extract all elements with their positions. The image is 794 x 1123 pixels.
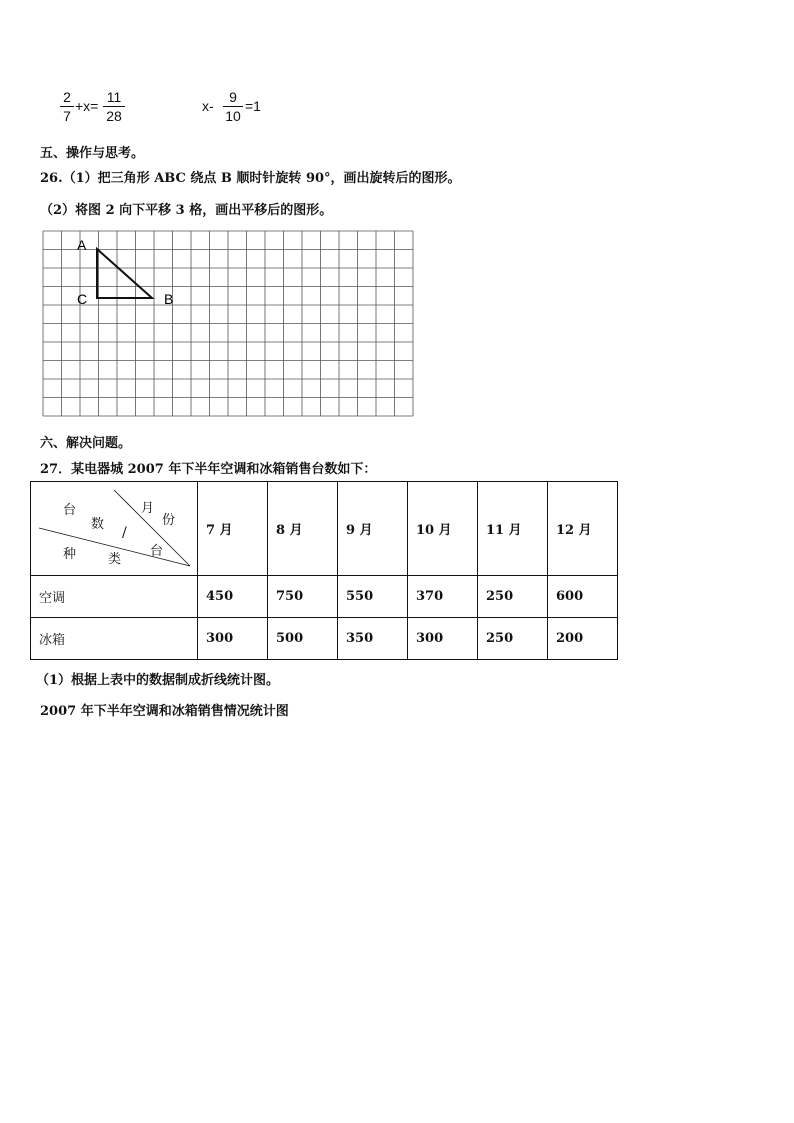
fraction-11-28	[103, 89, 125, 124]
row-label: 冰箱	[31, 618, 198, 660]
month-header: 7 月	[198, 482, 268, 576]
table-cell: 550	[338, 576, 408, 618]
numerator: 2	[63, 89, 71, 105]
section-6-title: 六、解决问题。	[40, 436, 132, 451]
table-row	[31, 618, 618, 660]
table-header-row	[31, 482, 618, 576]
corner-label: 台	[63, 503, 77, 518]
table-cell: 300	[198, 618, 268, 660]
corner-label: /	[122, 525, 127, 541]
label-a: A	[77, 237, 87, 253]
table-cell: 350	[338, 618, 408, 660]
table-cell: 200	[548, 618, 618, 660]
table-cell: 300	[408, 618, 478, 660]
month-header: 9 月	[338, 482, 408, 576]
corner-label: 份	[162, 513, 176, 528]
fraction-9-10	[223, 89, 243, 124]
grid-lines	[43, 231, 413, 416]
q27-sub1: （1）根据上表中的数据制成折线统计图。	[36, 673, 280, 688]
equation-operator: +x=	[75, 98, 99, 114]
triangle-abc	[97, 249, 152, 298]
section-5-title: 五、操作与思考。	[40, 146, 145, 161]
sales-table	[30, 481, 618, 660]
table-cell: 750	[268, 576, 338, 618]
fraction-2-7	[60, 89, 74, 124]
table-cell: 450	[198, 576, 268, 618]
table-cell: 370	[408, 576, 478, 618]
table-cell: 250	[478, 576, 548, 618]
equation-variable: x-	[202, 98, 214, 114]
label-c: C	[77, 291, 88, 307]
table-cell: 500	[268, 618, 338, 660]
label-b: B	[164, 291, 174, 307]
table-corner-header	[31, 482, 198, 576]
q26-part2: （2）将图 2 向下平移 3 格，画出平移后的图形。	[40, 203, 333, 218]
chart-title: 2007 年下半年空调和冰箱销售情况统计图	[40, 704, 289, 719]
denominator: 10	[225, 108, 241, 124]
fraction-bar	[223, 106, 243, 107]
denominator: 7	[63, 108, 71, 124]
denominator: 28	[106, 108, 122, 124]
month-header: 8 月	[268, 482, 338, 576]
grid-figure	[40, 228, 416, 420]
table-row	[31, 576, 618, 618]
corner-label: 类	[108, 552, 122, 567]
month-header: 10 月	[408, 482, 478, 576]
table-cell: 250	[478, 618, 548, 660]
q26-part1: 26.（1）把三角形 ABC 绕点 B 顺时针旋转 90°，画出旋转后的图形。	[40, 171, 461, 186]
equation-result: =1	[245, 98, 261, 114]
month-header: 12 月	[548, 482, 618, 576]
row-label: 空调	[31, 576, 198, 618]
corner-label: 种	[63, 547, 77, 562]
fraction-bar	[60, 106, 74, 107]
numerator: 11	[106, 89, 122, 105]
corner-label: 数	[91, 517, 105, 532]
table-cell: 600	[548, 576, 618, 618]
month-header: 11 月	[478, 482, 548, 576]
q27-intro: 27．某电器城 2007 年下半年空调和冰箱销售台数如下：	[40, 462, 377, 477]
corner-label: 月	[141, 501, 155, 516]
numerator: 9	[229, 89, 237, 105]
fraction-bar	[103, 106, 125, 107]
corner-label: 台	[150, 544, 164, 559]
